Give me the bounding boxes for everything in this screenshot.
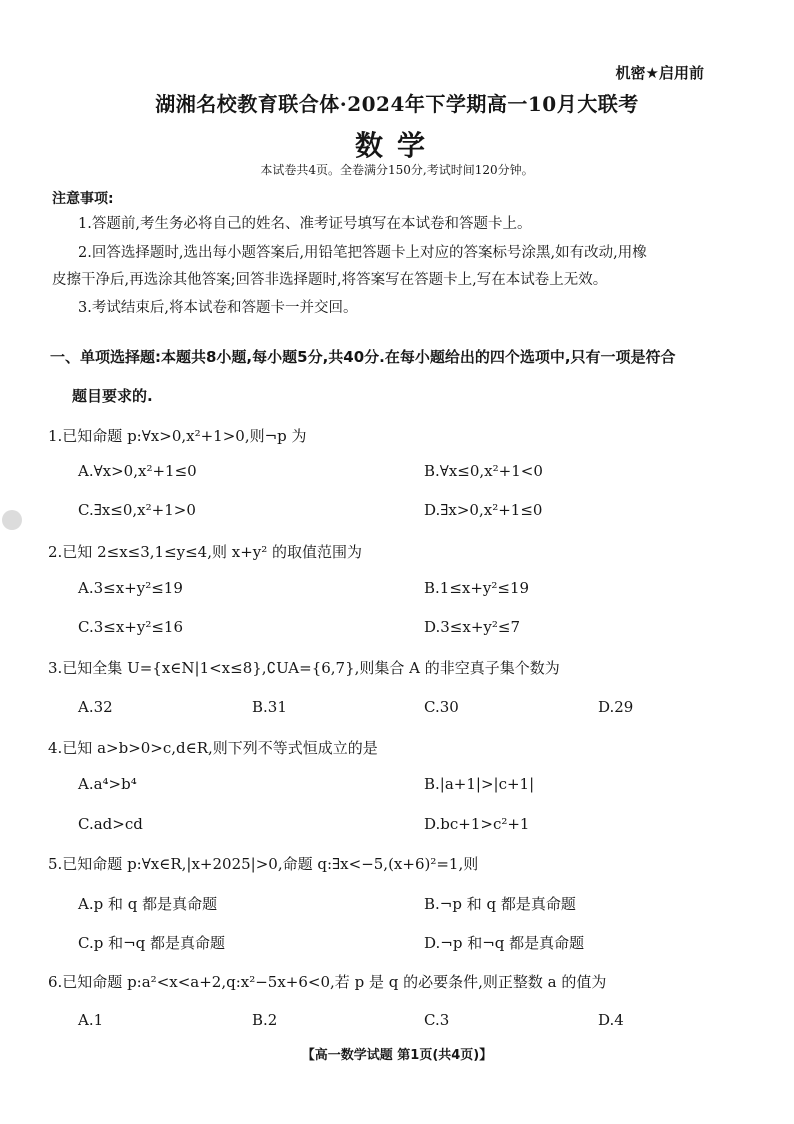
- notice-item: 2.回答选择题时,选出每小题答案后,用铅笔把答题卡上对应的答案标号涂黑,如有改动,用橡: [78, 245, 647, 261]
- option-a: A.p 和 q 都是真命题: [78, 895, 218, 913]
- page-footer: 【高一数学试题 第1页(共4页)】: [301, 1048, 493, 1063]
- option-c: C.3: [424, 1011, 450, 1029]
- notice-item-continued: 皮擦干净后,再选涂其他答案;回答非选择题时,将答案写在答题卡上,写在本试卷上无效。: [52, 272, 608, 288]
- question-stem: 6.已知命题 p:a²<x<a+2,q:x²−5x+6<0,若 p 是 q 的必要条件,则正整数 a 的值为: [48, 973, 607, 991]
- option-d: D.bc+1>c²+1: [424, 815, 530, 833]
- notice-item: 3.考试结束后,将本试卷和答题卡一并交回。: [78, 300, 358, 316]
- section-heading-continued: 题目要求的.: [72, 387, 153, 405]
- question-stem: 3.已知全集 U={x∈N|1<x≤8},∁UA={6,7},则集合 A 的非空真子集个数为: [48, 659, 560, 677]
- option-d: D.∃x>0,x²+1≤0: [424, 501, 543, 519]
- option-b: B.2: [252, 1011, 278, 1029]
- option-b: B.∀x≤0,x²+1<0: [424, 462, 543, 480]
- exam-info: 本试卷共4页。全卷满分150分,考试时间120分钟。: [260, 163, 534, 177]
- question-stem: 1.已知命题 p:∀x>0,x²+1>0,则¬p 为: [48, 427, 307, 445]
- exam-title: 湖湘名校教育联合体·2024年下学期高一10月大联考: [155, 92, 639, 116]
- subject-title: 数学: [354, 129, 439, 162]
- option-a: A.∀x>0,x²+1≤0: [78, 462, 197, 480]
- confidential-label: 机密★启用前: [615, 64, 704, 82]
- option-c: C.30: [424, 698, 459, 716]
- option-d: D.¬p 和¬q 都是真命题: [424, 934, 585, 952]
- binding-hole-mark: [2, 510, 22, 530]
- question-stem: 2.已知 2≤x≤3,1≤y≤4,则 x+y² 的取值范围为: [48, 543, 363, 561]
- option-a: A.32: [78, 698, 113, 716]
- option-b: B.31: [252, 698, 287, 716]
- option-a: A.3≤x+y²≤19: [78, 579, 183, 597]
- option-b: B.¬p 和 q 都是真命题: [424, 895, 576, 913]
- question-stem: 5.已知命题 p:∀x∈R,|x+2025|>0,命题 q:∃x<−5,(x+6)²=1,则: [48, 855, 479, 873]
- option-d: D.3≤x+y²≤7: [424, 618, 520, 636]
- option-c: C.p 和¬q 都是真命题: [78, 934, 226, 952]
- notice-item: 1.答题前,考生务必将自己的姓名、准考证号填写在本试卷和答题卡上。: [78, 216, 532, 232]
- option-d: D.4: [598, 1011, 624, 1029]
- option-a: A.a⁴>b⁴: [78, 775, 137, 793]
- option-c: C.3≤x+y²≤16: [78, 618, 183, 636]
- option-d: D.29: [598, 698, 634, 716]
- option-c: C.∃x≤0,x²+1>0: [78, 501, 196, 519]
- option-b: B.1≤x+y²≤19: [424, 579, 530, 597]
- option-c: C.ad>cd: [78, 815, 143, 833]
- notice-heading: 注意事项:: [52, 191, 114, 207]
- option-a: A.1: [78, 1011, 104, 1029]
- option-b: B.|a+1|>|c+1|: [424, 775, 535, 793]
- section-heading: 一、单项选择题:本题共8小题,每小题5分,共40分.在每小题给出的四个选项中,只有一项是符合: [50, 348, 676, 366]
- question-stem: 4.已知 a>b>0>c,d∈R,则下列不等式恒成立的是: [48, 739, 378, 757]
